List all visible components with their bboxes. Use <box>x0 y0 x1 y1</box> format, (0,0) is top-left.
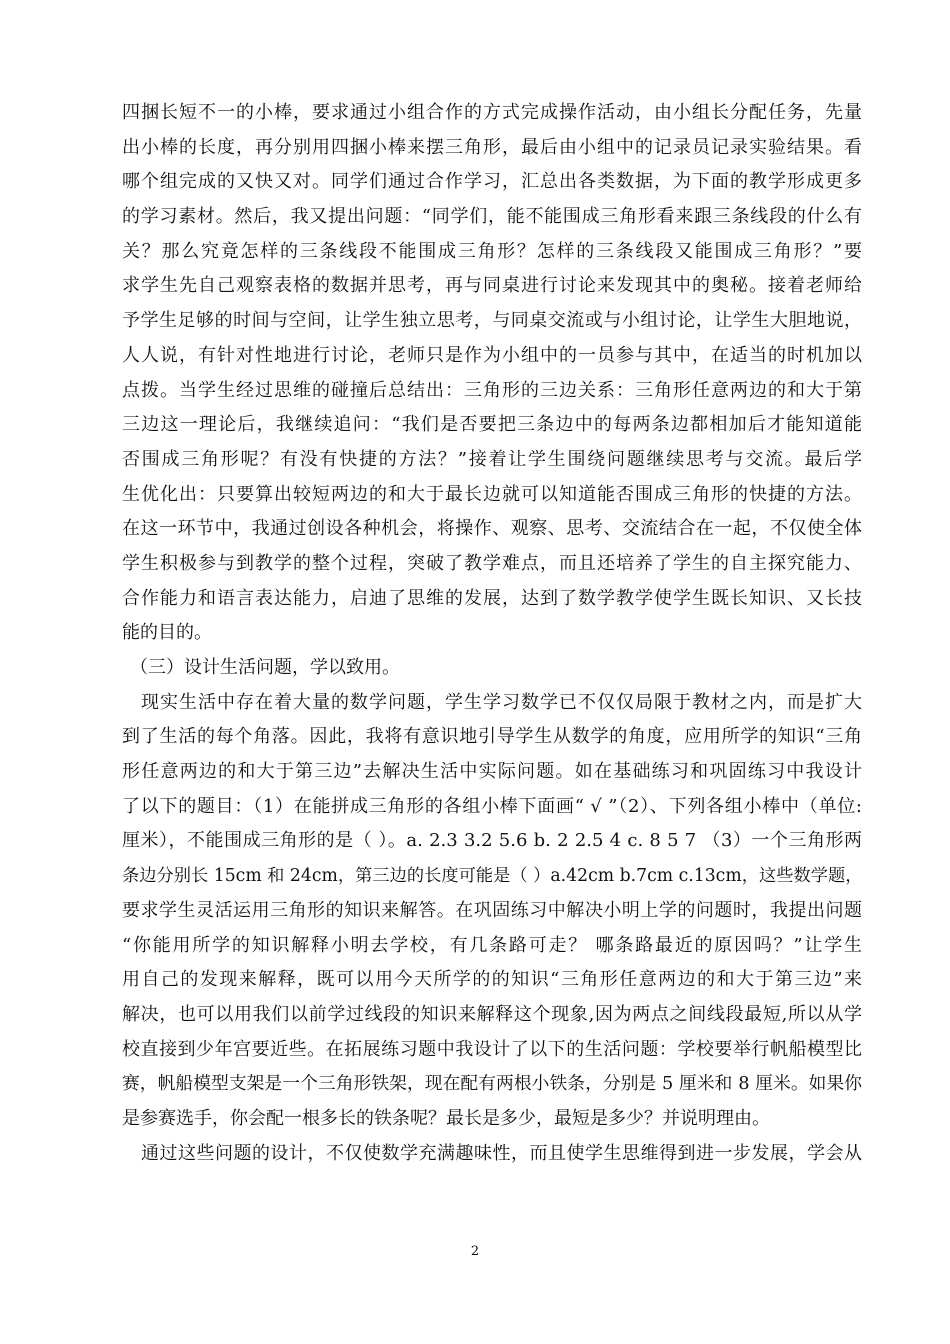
text-line: 学生积极参与到教学的整个过程，突破了教学难点，而且还培养了学生的自主探究能力、 <box>122 552 862 574</box>
text-line: 解决，也可以用我们以前学过线段的知识来解释这个现象,因为两点之间线段最短,所以从学 <box>122 1003 862 1025</box>
text-line: 生优化出：只要算出较短两边的和大于最长边就可以知道能否围成三角形的快捷的方法。 <box>122 483 862 505</box>
text-line: 了以下的题目：（1）在能拼成三角形的各组小棒下面画“ √ ”（2）、下列各组小棒中（单位: <box>122 795 862 817</box>
text-line: 的学习素材。然后，我又提出问题：“同学们，能不能围成三角形看来跟三条线段的什么有 <box>122 206 862 228</box>
text-line: 在这一环节中，我通过创设各种机会，将操作、观察、思考、交流结合在一起，不仅使全体 <box>122 518 862 540</box>
text-line: 出小棒的长度，再分别用四捆小棒来摆三角形，最后由小组中的记录员记录实验结果。看 <box>122 136 862 158</box>
text-line: 形任意两边的和大于第三边”去解决生活中实际问题。如在基础练习和巩固练习中我设计 <box>122 761 862 783</box>
paragraph-1 <box>122 96 862 651</box>
text-line: 予学生足够的时间与空间，让学生独立思考，与同桌交流或与小组讨论，让学生大胆地说， <box>122 310 862 332</box>
text-line: 校直接到少年宫要近些。在拓展练习题中我设计了以下的生活问题：学校要举行帆船模型比 <box>122 1038 862 1060</box>
page-number: 2 <box>470 1244 480 1259</box>
text-line: 能的目的。 <box>122 622 212 644</box>
text-line: 四捆长短不一的小棒，要求通过小组合作的方式完成操作活动，由小组长分配任务，先量 <box>122 102 862 123</box>
text-line: 条边分别长 15cm 和 24cm，第三边的长度可能是（ ）a.42cm b.7cm c.13cm，这些数学题， <box>122 866 862 887</box>
text-line: 赛，帆船模型支架是一个三角形铁架，现在配有两根小铁条，分别是 5 厘米和 8 厘米。如果你 <box>122 1074 862 1095</box>
text-line: 现实生活中存在着大量的数学问题，学生学习数学已不仅仅局限于教材之内，而是扩大 <box>141 691 862 713</box>
paragraph-3 <box>122 1137 862 1172</box>
text-line: 人人说，有针对性地进行讨论，老师只是作为小组中的一员参与其中，在适当的时机加以 <box>122 344 862 366</box>
text-line: 要求学生灵活运用三角形的知识来解答。在巩固练习中解决小明上学的问题时，我提出问题 <box>122 899 862 921</box>
text-line: 厘米），不能围成三角形的是（ ）。a. 2.3 3.2 5.6 b. 2 2.5 4 c. 8 5 7 （3）一个三角形两 <box>122 830 862 852</box>
text-line: 通过这些问题的设计，不仅使数学充满趣味性，而且使学生思维得到进一步发展，学会从 <box>141 1142 862 1164</box>
text-line: 求学生先自己观察表格的数据并思考，再与同桌进行讨论来发现其中的奥秘。接着老师给 <box>122 275 862 297</box>
page-content <box>122 96 862 1171</box>
text-line: 哪个组完成的又快又对。同学们通过合作学习，汇总出各类数据，为下面的教学形成更多 <box>122 171 862 193</box>
text-line: 三边这一理论后，我继续追问：“我们是否要把三条边中的每两条边都相加后才能知道能 <box>122 414 862 436</box>
text-line: “你能用所学的知识解释小明去学校，有几条路可走？ 哪条路最近的原因吗？”让学生 <box>122 934 862 956</box>
text-line: 到了生活的每个角落。因此，我将有意识地引导学生从数学的角度，应用所学的知识“三角 <box>122 726 862 748</box>
paragraph-2 <box>122 686 862 1137</box>
section-heading: （三）设计生活问题，学以致用。 <box>130 657 400 678</box>
text-line: 关？那么究竟怎样的三条线段不能围成三角形？怎样的三条线段又能围成三角形？”要 <box>122 240 862 262</box>
text-line: 合作能力和语言表达能力，启迪了思维的发展，达到了数学教学使学生既长知识、又长技 <box>122 587 862 609</box>
text-line: 用自己的发现来解释，既可以用今天所学的的知识“三角形任意两边的和大于第三边”来 <box>122 969 862 991</box>
text-line: 是参赛选手，你会配一根多长的铁条呢？最长是多少，最短是多少？并说明理由。 <box>122 1107 770 1129</box>
text-line: 否围成三角形呢？有没有快捷的方法？”接着让学生围绕问题继续思考与交流。最后学 <box>122 448 862 470</box>
text-line: 点拨。当学生经过思维的碰撞后总结出：三角形的三边关系：三角形任意两边的和大于第 <box>122 379 862 401</box>
